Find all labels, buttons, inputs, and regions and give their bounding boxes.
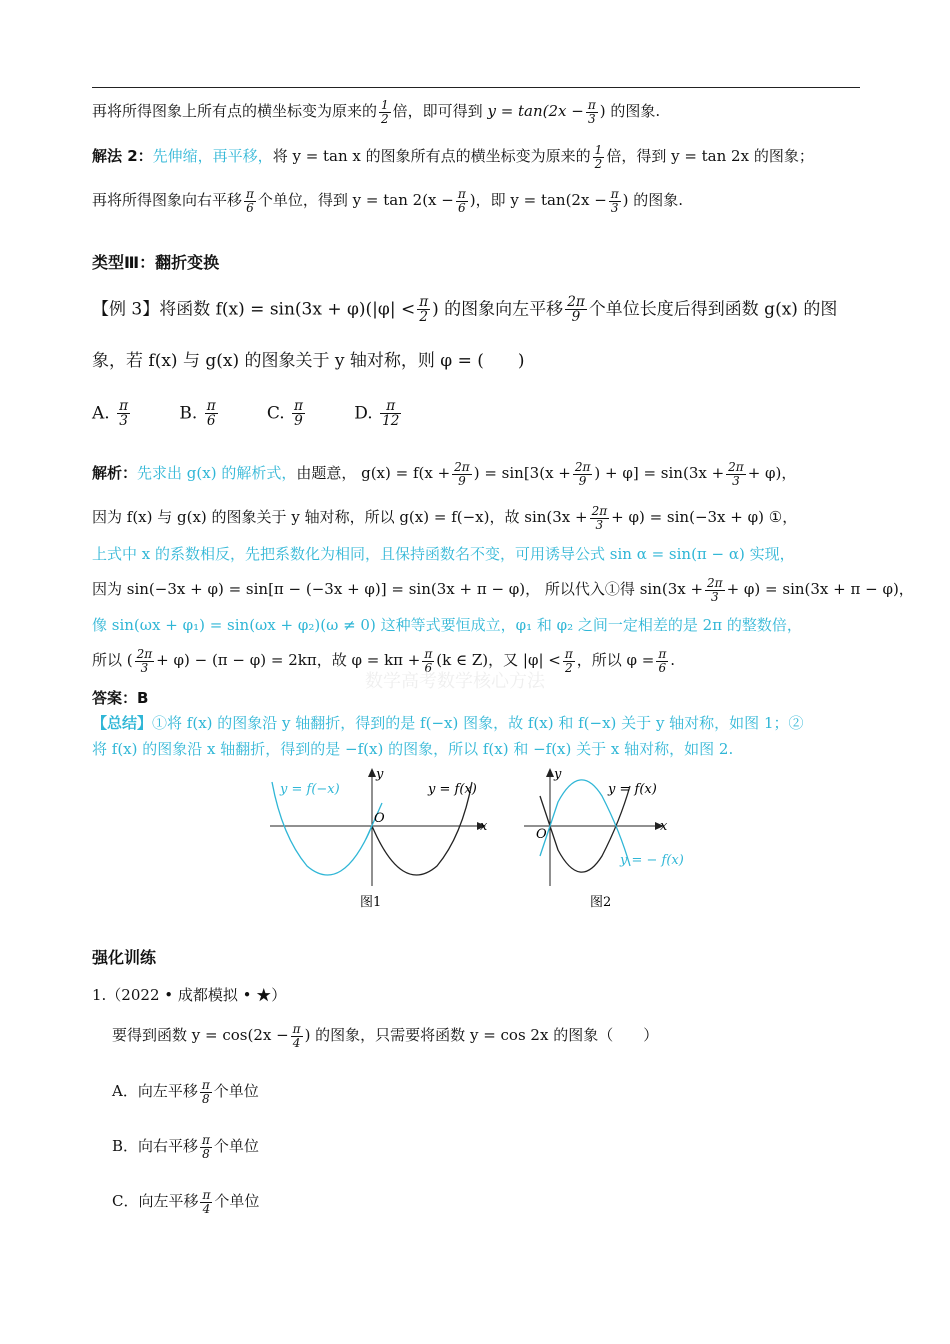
label-f: y = f(x) xyxy=(428,782,477,797)
text: 要得到函数 y = cos(2x − xyxy=(112,1026,289,1044)
fraction: $\frac{2\pi}{3}$ xyxy=(707,575,723,604)
fraction: $\frac{2\pi}{3}$ xyxy=(591,503,608,532)
question1-choice-b[interactable]: B．向右平移 $\frac{\pi}{8}$ 个单位 xyxy=(112,1132,259,1161)
text: 将 y = tan x 的图象所有点的横坐标变为原来的 xyxy=(272,147,591,165)
text: 再将所得图象上所有点的横坐标变为原来的 xyxy=(92,102,378,120)
text: ) 的图象. xyxy=(622,191,684,209)
practice-heading: 强化训练 xyxy=(92,948,157,967)
section-heading: 类型Ⅲ：翻折变换 xyxy=(92,253,220,272)
fraction: $\frac{1}{2}$ xyxy=(594,142,603,171)
solution2-line2 xyxy=(92,187,683,214)
text: 因为 f(x) 与 g(x) 的图象关于 y 轴对称，所以 g(x) = f(−x)，故 sin(3x + xyxy=(92,508,588,526)
text: 所以 ( xyxy=(92,651,133,669)
text: 个单位长度后得到函数 g(x) 的图 xyxy=(588,299,838,320)
analysis-line1 xyxy=(92,460,796,487)
x-label: x xyxy=(480,819,488,834)
text: ) = sin[3(x + xyxy=(473,464,571,482)
text: + φ)， xyxy=(747,464,797,482)
analysis-hint-line2: 像 sin(ωx + φ₁) = sin(ωx + φ₂)(ω ≠ 0) 这种等式要恒成立，φ₁ 和 φ₂ 之间一定相差的是 2π 的整数倍， xyxy=(92,616,802,634)
option-b[interactable]: B. $\frac{\pi}{6}$ xyxy=(179,398,216,430)
analysis-line2 xyxy=(92,504,797,531)
fraction: $\frac{\pi}{6}$ xyxy=(658,646,667,675)
option-c[interactable]: C. $\frac{\pi}{9}$ xyxy=(266,398,303,430)
formula: y = tan(2x − xyxy=(487,102,584,120)
y-label: y xyxy=(554,767,562,782)
fraction: $\frac{1}{2}$ xyxy=(381,97,389,126)
label-f: y = f(x) xyxy=(608,782,657,797)
solution2-line1 xyxy=(92,143,814,170)
origin-label: O xyxy=(374,811,385,826)
solution2-label: 解法 2： xyxy=(92,147,153,165)
text: 再将所得图象向右平移 xyxy=(92,191,243,209)
question1-choice-a[interactable]: A．向左平移 $\frac{\pi}{8}$ 个单位 xyxy=(112,1077,259,1106)
y-arrow-icon xyxy=(546,768,554,777)
option-d[interactable]: D. $\frac{\pi}{12}$ xyxy=(354,398,400,430)
figure-2 xyxy=(520,766,710,916)
summary-line1 xyxy=(92,710,804,736)
text: (k ∈ Z)，又 |φ| < xyxy=(436,651,561,669)
y-label: y xyxy=(376,767,384,782)
example3-options xyxy=(92,399,436,429)
hint-text: 先伸缩，再平移， xyxy=(152,147,273,165)
fraction: $\frac{2\pi}{9}$ xyxy=(567,294,585,326)
summary-line2: 将 f(x) 的图象沿 x 轴翻折，得到的是 −f(x) 的图象，所以 f(x) 和 −f(x) 关于 x 轴对称，如图 2. xyxy=(92,740,734,758)
analysis-label: 解析： xyxy=(92,464,138,482)
example3-line2: 象，若 f(x) 与 g(x) 的图象关于 y 轴对称，则 φ = ( ) xyxy=(92,351,525,371)
question1-stem xyxy=(112,1022,658,1049)
option-a[interactable]: A. $\frac{\pi}{3}$ xyxy=(92,398,129,430)
fraction: $\frac{2\pi}{9}$ xyxy=(574,459,591,488)
fraction: $\frac{\pi}{4}$ xyxy=(292,1021,301,1050)
question1-header: 1.（2022 • 成都模拟 • ★） xyxy=(92,986,287,1004)
text: 【例 3】将函数 f(x) = sin(3x + φ)(|φ| < xyxy=(92,299,416,320)
question1-choice-c[interactable]: C．向左平移 $\frac{\pi}{4}$ 个单位 xyxy=(112,1187,260,1216)
hint-text: 先求出 g(x) 的解析式， xyxy=(137,464,297,482)
fraction: $\frac{\pi}{6}$ xyxy=(424,646,433,675)
top-rule xyxy=(92,87,860,88)
text: 个单位，得到 y = tan 2(x − xyxy=(257,191,454,209)
fraction: $\frac{\pi}{3}$ xyxy=(610,186,619,215)
answer: 答案：B xyxy=(92,689,149,707)
fraction: $\frac{2\pi}{9}$ xyxy=(454,459,470,488)
text: + φ) − (π − φ) = 2kπ，故 φ = kπ + xyxy=(156,651,421,669)
y-arrow-icon xyxy=(368,768,376,777)
x-label: x xyxy=(660,819,668,834)
label-neg-f: y = − f(x) xyxy=(620,853,684,868)
analysis-hint-line: 上式中 x 的系数相反，先把系数化为相同，且保持函数名不变，可用诱导公式 sin α = sin(π − α) 实现， xyxy=(92,545,795,563)
summary-label: 【总结】 xyxy=(92,714,153,732)
figure-caption: 图2 xyxy=(590,895,612,910)
text: )，即 y = tan(2x − xyxy=(469,191,607,209)
fraction: $\frac{2\pi}{3}$ xyxy=(728,459,744,488)
text: ) 的图象向左平移 xyxy=(432,299,564,320)
text: ) xyxy=(599,102,606,120)
text: ，所以 φ = xyxy=(576,651,655,669)
fraction: $\frac{\pi}{2}$ xyxy=(564,646,573,675)
figure-caption: 图1 xyxy=(360,895,382,910)
solution1-last-line xyxy=(92,98,660,125)
text: . xyxy=(670,651,676,669)
text: + φ) = sin(−3x + φ) ①， xyxy=(611,508,798,526)
figure-1 xyxy=(262,766,492,916)
text: 由题意， g(x) = f(x + xyxy=(296,464,451,482)
analysis-line3 xyxy=(92,576,914,603)
text: 倍，得到 y = tan 2x 的图象； xyxy=(606,147,814,165)
origin-label: O xyxy=(536,827,547,842)
fraction: $\frac{2\pi}{3}$ xyxy=(136,646,153,675)
fraction: $\frac{\pi}{2}$ xyxy=(419,294,429,326)
watermark: 数学高考数学核心方法 xyxy=(365,671,545,692)
text: 因为 sin(−3x + φ) = sin[π − (−3x + φ)] = sin(3x + π − φ)， 所以代入①得 sin(3x + xyxy=(92,580,704,598)
text: ①将 f(x) 的图象沿 y 轴翻折，得到的是 f(−x) 图象，故 f(x) 和 f(−x) 关于 y 轴对称，如图 1；② xyxy=(152,714,804,732)
text: + φ) = sin(3x + π − φ)， xyxy=(726,580,914,598)
fraction: $\frac{\pi}{6}$ xyxy=(457,186,466,215)
curve-f xyxy=(540,786,630,872)
text: ) + φ] = sin(3x + xyxy=(594,464,725,482)
example3-line1 xyxy=(92,295,837,325)
text: 的图象. xyxy=(605,102,661,120)
text: ) 的图象，只需要将函数 y = cos 2x 的图象（ ） xyxy=(304,1026,659,1044)
fraction: $\frac{\pi}{3}$ xyxy=(587,97,596,126)
fraction: $\frac{\pi}{6}$ xyxy=(246,186,254,215)
label-f-neg-x: y = f(−x) xyxy=(280,782,340,797)
text: 倍，即可得到 xyxy=(392,102,483,120)
